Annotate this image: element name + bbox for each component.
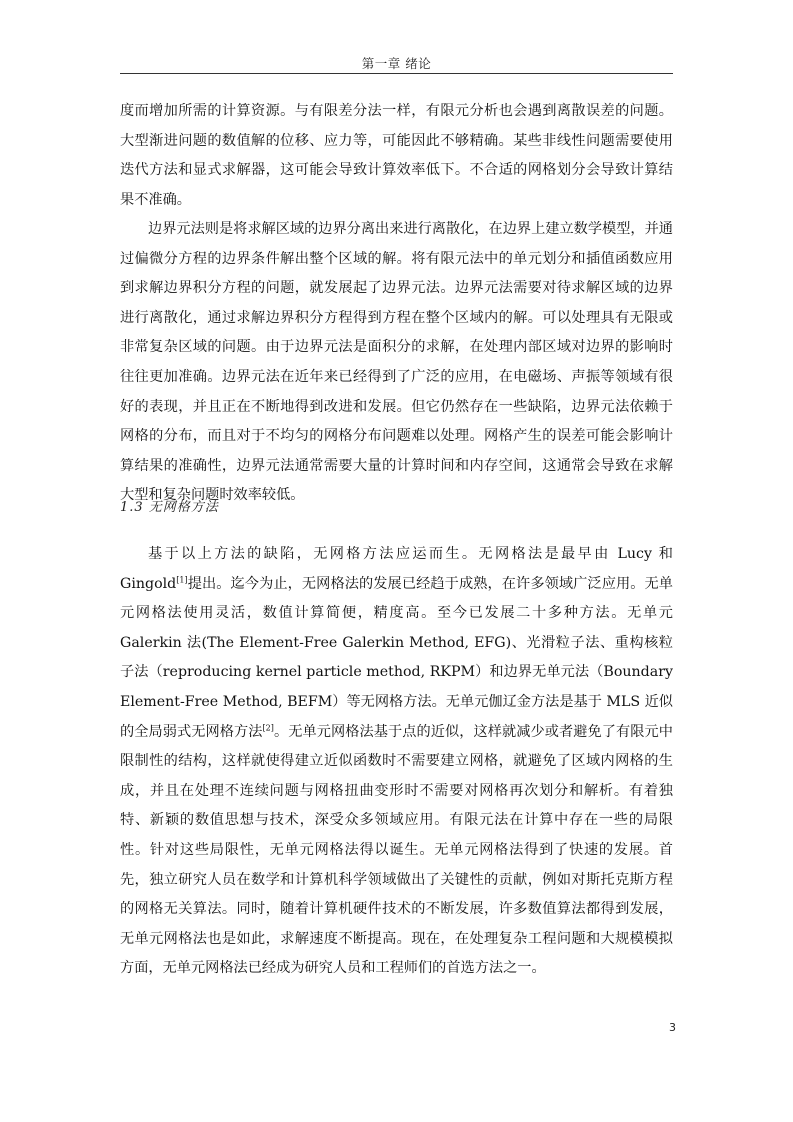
running-header: 第一章 绪论 <box>361 56 432 71</box>
header-rule <box>120 73 673 74</box>
paragraph-fem-limitations: 度而增加所需的计算资源。与有限差分法一样，有限元分析也会遇到离散误差的问题。大型渐进问题的数值解的位移、应力等，可能因此不够精确。某些非线性问题需要使用迭代方法和显式求解器，这可能会导致计算效率低下。不合适的网格划分会导致计算结果不准确。 <box>120 103 673 208</box>
page-number: 3 <box>669 1021 676 1034</box>
section-heading-meshless: 1.3 无网格方法 <box>120 500 219 515</box>
paragraph-text-segment: 。无单元网格法基于点的近似，这样就减少或者避免了有限元中限制性的结构，这样就使得建立近似函数时不需要建立网格，就避免了区域内网格的生成，并且在处理不连续问题与网格扭曲变形时不需要对网格再次划分和解析。有着独特、新颖的数值思想与技术，深受众多领域应用。有限元法在计算中存在一些的局限性。针对这些局限性，无单元网格法得以诞生。无单元网格法得到了快速的发展。首先，独立研究人员在数学和计算机科学领域做出了关键性的贡献，例如对斯托克斯方程的网格无关算法。同时，随着计算机硬件技术的不断发展，许多数值算法都得到发展，无单元网格法也是如此，求解速度不断提高。现在，在处理复杂工程问题和大规模模拟方面，无单元网格法已经成为研究人员和工程师们的首选方法之一。 <box>120 723 673 977</box>
paragraph-text-segment: 基于以上方法的缺陷，无网格方法应运而生。无网格法是最早由 Lucy 和 Gingold <box>120 546 673 592</box>
paragraph-boundary-element-method: 边界元法则是将求解区域的边界分离出来进行离散化，在边界上建立数学模型，并通过偏微分方程的边界条件解出整个区域的解。将有限元法中的单元划分和插值函数应用到求解边界积分方程的问题，就发展起了边界元法。边界元法需要对待求解区域的边界进行离散化，通过求解边界积分方程得到方程在整个区域内的解。可以处理具有无限或非常复杂区域的问题。由于边界元法是面积分的求解，在处理内部区域对边界的影响时往往更加准确。边界元法在近年来已经得到了广泛的应用，在电磁场、声振等领域有很好的表现，并且正在不断地得到改进和发展。但它仍然存在一些缺陷，边界元法依赖于网格的分布，而且对于不均匀的网格分布问题难以处理。网格产生的误差可能会影响计算结果的准确性，边界元法通常需要大量的计算时间和内存空间，这通常会导致在求解大型和复杂问题时效率较低。 <box>120 221 673 504</box>
citation-ref-2[interactable]: [2] <box>262 722 274 732</box>
citation-ref-1[interactable]: [1] <box>176 574 188 584</box>
paragraph-meshless-method <box>120 540 673 984</box>
paragraph-text-segment: 提出。迄今为止，无网格法的发展已经趋于成熟，在许多领域广泛应用。无单元网格法使用灵活，数值计算简便，精度高。至今已发展二十多种方法。无单元 Galerkin 法(The Element-Free Galerkin Method, EFG)、光滑粒子法、重构核粒子法（reproducing kernel particle method, RKPM）和边界无单元法（Boundary Element-Free Method, BEFM）等无网格方法。无单元伽辽金方法是基于 MLS 近似的全局弱式无网格方法 <box>120 575 673 740</box>
